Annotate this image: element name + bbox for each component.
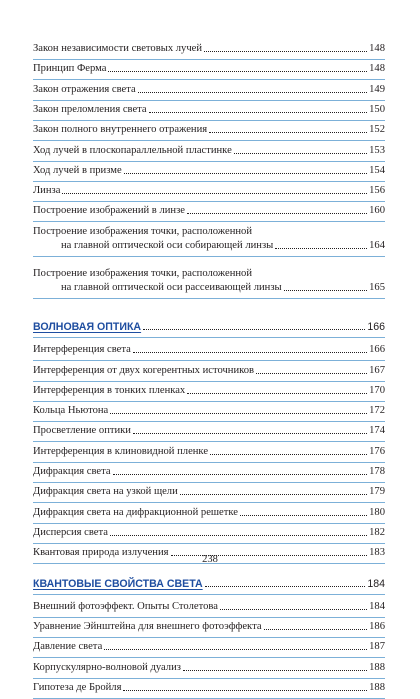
row-rule bbox=[33, 381, 385, 382]
toc-entry bbox=[33, 404, 385, 418]
row-rule bbox=[33, 441, 385, 442]
leader-dots bbox=[256, 373, 367, 374]
toc-entry-line bbox=[33, 225, 385, 239]
entry-title: Гипотеза де Бройля bbox=[33, 682, 122, 693]
row-rule bbox=[33, 100, 385, 101]
row-rule bbox=[33, 482, 385, 483]
row-rule bbox=[33, 401, 385, 402]
toc-entry-line bbox=[33, 465, 385, 479]
row-rule bbox=[33, 298, 385, 299]
page-ref: 178 bbox=[369, 466, 385, 477]
row-rule bbox=[33, 617, 385, 618]
leader-dots bbox=[204, 51, 367, 52]
toc-entry-line bbox=[33, 485, 385, 499]
leader-dots bbox=[133, 352, 367, 353]
leader-dots bbox=[138, 92, 367, 93]
page-ref: 188 bbox=[369, 682, 385, 693]
entry-title: Дисперсия света bbox=[33, 527, 108, 538]
row-rule bbox=[33, 594, 385, 595]
leader-dots bbox=[275, 248, 367, 249]
leader-dots bbox=[104, 649, 367, 650]
toc-entry-line bbox=[33, 506, 385, 520]
section-heading bbox=[33, 577, 385, 591]
page-ref: 154 bbox=[369, 165, 385, 176]
toc-entry-line bbox=[33, 364, 385, 378]
toc-entry bbox=[33, 526, 385, 540]
entry-title: на главной оптической оси собирающей линзы bbox=[61, 240, 274, 251]
page-ref: 167 bbox=[369, 365, 385, 376]
entry-title: Закон преломления света bbox=[33, 104, 147, 115]
page-ref: 180 bbox=[369, 507, 385, 518]
toc-entry-line bbox=[33, 640, 385, 654]
page-ref: 153 bbox=[369, 145, 385, 156]
page-ref: 152 bbox=[369, 124, 385, 135]
toc-entry-line bbox=[33, 577, 385, 591]
entry-title: Уравнение Эйнштейна для внешнего фотоэффекта bbox=[33, 621, 262, 632]
toc-entry-line bbox=[33, 404, 385, 418]
leader-dots bbox=[187, 213, 367, 214]
toc-entry-line bbox=[33, 204, 385, 218]
leader-dots bbox=[108, 71, 367, 72]
row-rule bbox=[33, 221, 385, 222]
row-rule bbox=[33, 523, 385, 524]
toc-entry bbox=[33, 184, 385, 198]
entry-title: Дифракция света на дифракционной решетке bbox=[33, 507, 238, 518]
toc-entry-line bbox=[33, 320, 385, 334]
toc-entry bbox=[33, 620, 385, 634]
row-rule bbox=[33, 337, 385, 338]
section-heading bbox=[33, 320, 385, 334]
toc-entry-line bbox=[33, 424, 385, 438]
row-rule bbox=[33, 120, 385, 121]
row-rule bbox=[33, 59, 385, 60]
row-rule bbox=[33, 421, 385, 422]
toc-entry-line bbox=[33, 526, 385, 540]
entry-title: Интерференция от двух когерентных источников bbox=[33, 365, 255, 376]
entry-title: Закон отражения света bbox=[33, 84, 136, 95]
toc-entry-line bbox=[33, 144, 385, 158]
leader-dots bbox=[110, 413, 367, 414]
page-ref: 166 bbox=[367, 321, 385, 333]
toc-entry-line bbox=[33, 661, 385, 675]
entry-title: Дифракция света на узкой щели bbox=[33, 486, 178, 497]
leader-dots bbox=[205, 586, 366, 587]
leader-dots bbox=[209, 132, 367, 133]
page-ref: 156 bbox=[369, 185, 385, 196]
entry-title: Закон полного внутреннего отражения bbox=[33, 124, 208, 135]
leader-dots bbox=[284, 290, 367, 291]
page-ref: 172 bbox=[369, 405, 385, 416]
section-title: КВАНТОВЫЕ СВОЙСТВА СВЕТА bbox=[33, 578, 203, 590]
page-ref: 184 bbox=[369, 601, 385, 612]
toc-entry-line bbox=[33, 600, 385, 614]
toc-entry bbox=[33, 384, 385, 398]
toc-entry bbox=[33, 144, 385, 158]
toc-entry bbox=[33, 42, 385, 56]
toc-entry bbox=[33, 600, 385, 614]
toc-entry bbox=[33, 103, 385, 117]
leader-dots bbox=[149, 112, 367, 113]
page-number: 238 bbox=[202, 554, 218, 565]
row-rule bbox=[33, 462, 385, 463]
leader-dots bbox=[110, 535, 367, 536]
entry-title: Интерференция в тонких пленках bbox=[33, 385, 186, 396]
toc-entry-line bbox=[33, 239, 385, 253]
toc-entry bbox=[33, 62, 385, 76]
toc-entry bbox=[33, 681, 385, 695]
toc-entry-line bbox=[33, 103, 385, 117]
toc-entry-line bbox=[33, 681, 385, 695]
toc-entry bbox=[33, 204, 385, 218]
entry-title: Построение изображений в линзе bbox=[33, 205, 185, 216]
toc-entry bbox=[33, 640, 385, 654]
toc-entry-line bbox=[33, 620, 385, 634]
toc-entry-line bbox=[33, 42, 385, 56]
toc-entry bbox=[33, 364, 385, 378]
toc-entry-line bbox=[33, 343, 385, 357]
page-ref: 188 bbox=[369, 662, 385, 673]
leader-dots bbox=[123, 690, 367, 691]
toc-entry-line bbox=[33, 62, 385, 76]
entry-title: Принцип Ферма bbox=[33, 63, 107, 74]
entry-title: на главной оптической оси рассеивающей линзы bbox=[61, 282, 282, 293]
entry-title: Давление света bbox=[33, 641, 103, 652]
page-ref: 174 bbox=[369, 425, 385, 436]
leader-dots bbox=[183, 670, 367, 671]
toc-entry bbox=[33, 164, 385, 178]
row-rule bbox=[33, 678, 385, 679]
leader-dots bbox=[264, 629, 368, 630]
page-ref: 150 bbox=[369, 104, 385, 115]
leader-dots bbox=[234, 153, 367, 154]
page-ref: 182 bbox=[369, 527, 385, 538]
toc-entry bbox=[33, 424, 385, 438]
entry-title: Интерференция света bbox=[33, 344, 131, 355]
leader-dots bbox=[113, 474, 368, 475]
row-rule bbox=[33, 140, 385, 141]
entry-title: Построение изображения точки, расположенной bbox=[33, 226, 252, 237]
entry-title: Ход лучей в призме bbox=[33, 165, 122, 176]
toc-entry bbox=[33, 343, 385, 357]
row-rule bbox=[33, 543, 385, 544]
page-ref: 186 bbox=[369, 621, 385, 632]
toc-entry-line bbox=[33, 123, 385, 137]
toc-entry-line bbox=[33, 83, 385, 97]
entry-title: Линза bbox=[33, 185, 61, 196]
entry-title: Дифракция света bbox=[33, 466, 111, 477]
entry-title: Просветление оптики bbox=[33, 425, 131, 436]
leader-dots bbox=[124, 173, 367, 174]
toc-entry bbox=[33, 485, 385, 499]
page-ref: 170 bbox=[369, 385, 385, 396]
entry-title: Интерференция в клиновидной пленке bbox=[33, 446, 209, 457]
toc-entry bbox=[33, 661, 385, 675]
toc-entry bbox=[33, 445, 385, 459]
page-ref: 183 bbox=[369, 547, 385, 558]
entry-title: Закон независимости световых лучей bbox=[33, 43, 203, 54]
toc-entry-line bbox=[33, 445, 385, 459]
entry-title: Ход лучей в плоскопараллельной пластинке bbox=[33, 145, 232, 156]
page-ref: 179 bbox=[369, 486, 385, 497]
toc-entry bbox=[33, 83, 385, 97]
leader-dots bbox=[180, 494, 367, 495]
toc-entry bbox=[33, 267, 385, 295]
row-rule bbox=[33, 637, 385, 638]
leader-dots bbox=[240, 515, 367, 516]
leader-dots bbox=[133, 433, 367, 434]
row-rule bbox=[33, 79, 385, 80]
leader-dots bbox=[143, 329, 365, 330]
row-rule bbox=[33, 161, 385, 162]
toc-entry-line bbox=[33, 281, 385, 295]
toc-entry-line bbox=[33, 384, 385, 398]
toc-entry bbox=[33, 465, 385, 479]
row-rule bbox=[33, 181, 385, 182]
row-rule bbox=[33, 502, 385, 503]
page-ref: 187 bbox=[369, 641, 385, 652]
leader-dots bbox=[220, 609, 367, 610]
page-ref: 160 bbox=[369, 205, 385, 216]
toc-entry-line bbox=[33, 267, 385, 281]
page-ref: 165 bbox=[369, 282, 385, 293]
page-ref: 166 bbox=[369, 344, 385, 355]
row-rule bbox=[33, 256, 385, 257]
page-ref: 149 bbox=[369, 84, 385, 95]
toc-entry bbox=[33, 123, 385, 137]
leader-dots bbox=[210, 454, 367, 455]
row-rule bbox=[33, 657, 385, 658]
entry-title: Кольца Ньютона bbox=[33, 405, 109, 416]
entry-title: Квантовая природа излучения bbox=[33, 547, 169, 558]
toc-entry bbox=[33, 506, 385, 520]
toc-entry bbox=[33, 225, 385, 253]
page-ref: 176 bbox=[369, 446, 385, 457]
entry-title: Внешний фотоэффект. Опыты Столетова bbox=[33, 601, 218, 612]
row-rule bbox=[33, 360, 385, 361]
page-ref: 164 bbox=[369, 240, 385, 251]
toc-entry-line bbox=[33, 184, 385, 198]
leader-dots bbox=[187, 393, 367, 394]
entry-title: Построение изображения точки, расположенной bbox=[33, 268, 252, 279]
section-title: ВОЛНОВАЯ ОПТИКА bbox=[33, 321, 142, 333]
leader-dots bbox=[62, 193, 367, 194]
page-ref: 148 bbox=[369, 43, 385, 54]
page-ref: 148 bbox=[369, 63, 385, 74]
toc-entry-line bbox=[33, 164, 385, 178]
row-rule bbox=[33, 201, 385, 202]
entry-title: Корпускулярно-волновой дуализ bbox=[33, 662, 181, 673]
page-ref: 184 bbox=[367, 578, 385, 590]
